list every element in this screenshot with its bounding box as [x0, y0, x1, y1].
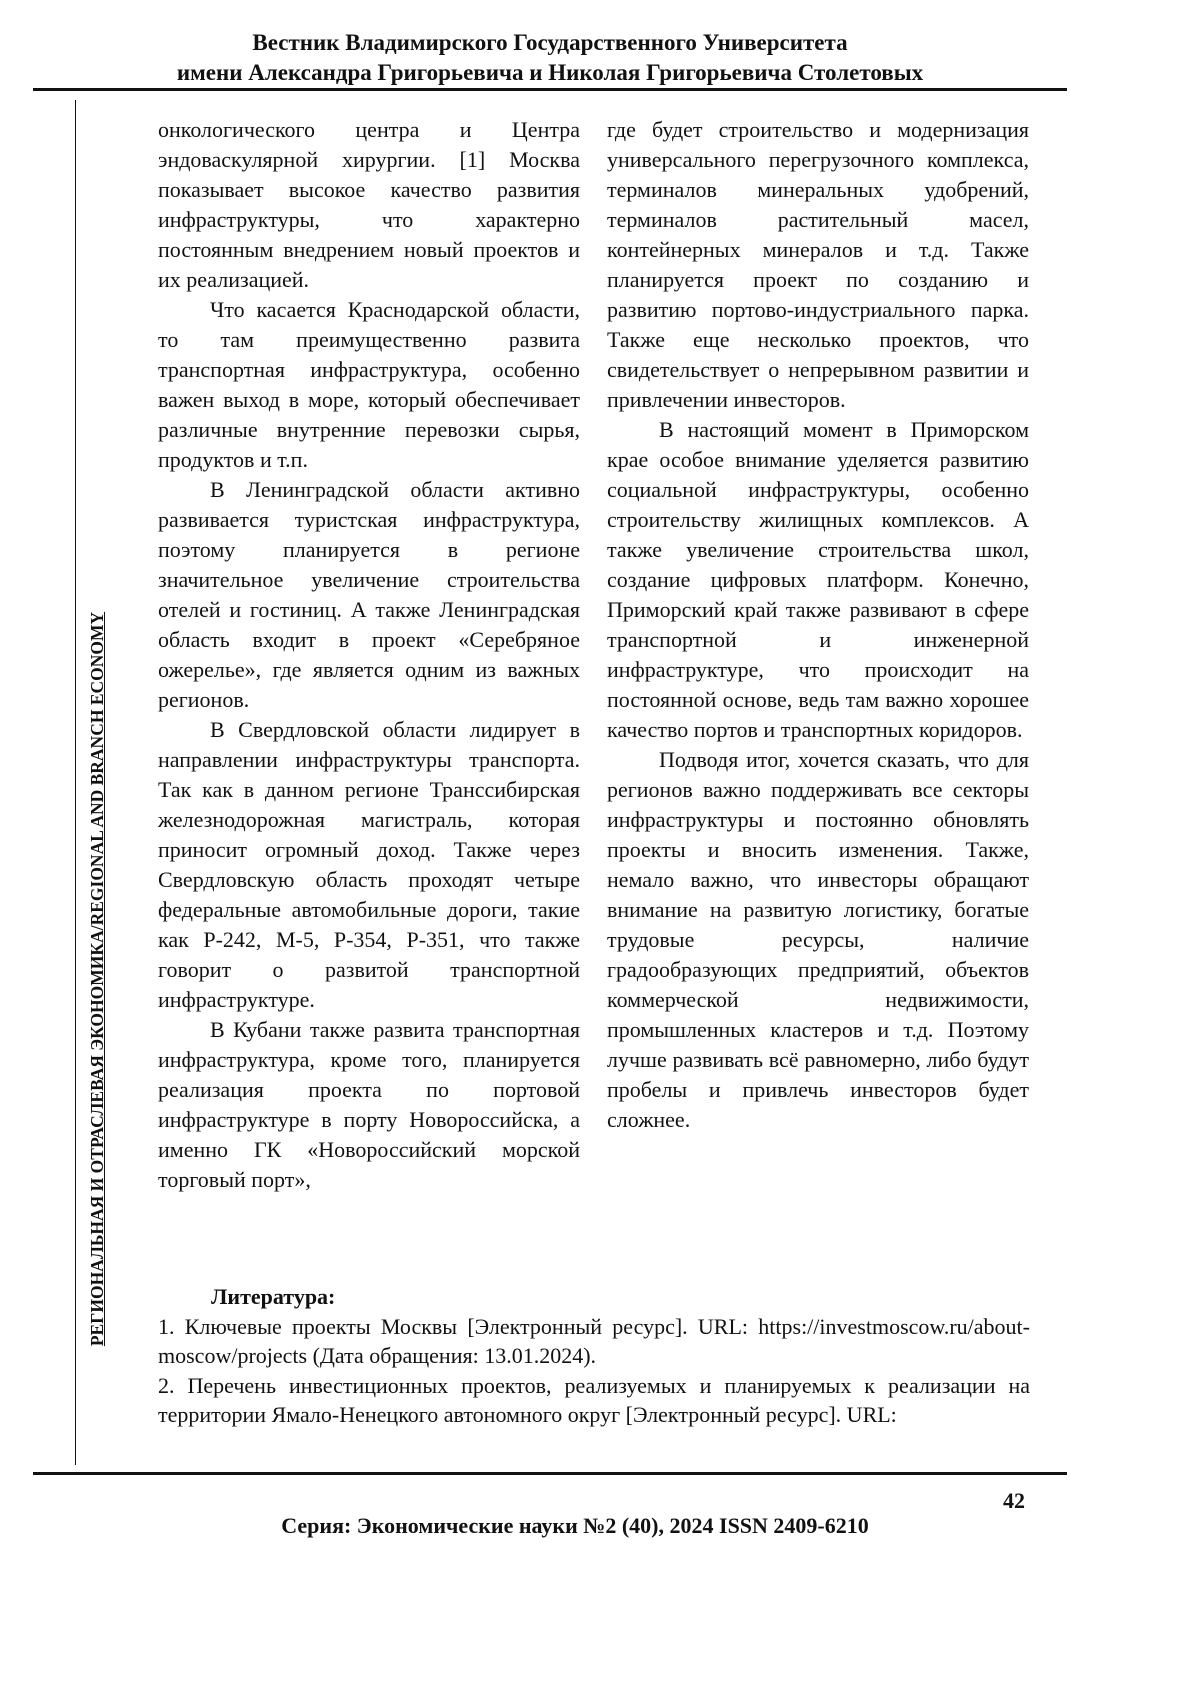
paragraph: Подводя итог, хочется сказать, что для регионов важно поддерживать все секторы инфраструктуры и постоянно обновлять проекты и вносить изменения. Также, немало важно, что инвесторы обращают внимание на развитую логистику, богатые трудовые ресурсы, наличие градообразующих предприятий, объектов коммерческой недвижимости, промышленных кластеров и т.д. Поэтому лучше развивать всё равномерно, либо будут пробелы и привлечь инвесторов будет сложнее.: [607, 747, 1029, 1132]
reference-item: 1. Ключевые проекты Москвы [Электронный ресурс]. URL: https://investmoscow.ru/about-moscow/projects (Дата обращения: 13.01.2024).: [158, 1313, 1030, 1368]
section-side-title: РЕГИОНАЛЬНАЯ И ОТРАСЛЕВАЯ ЭКОНОМИКА/REGIONAL AND BRANCH ECONOMY: [87, 611, 107, 1347]
paragraph: В Ленинградской области активно развивается туристская инфраструктура, поэтому планируется в регионе значительное увеличение строительства отелей и гостиниц. А также Ленинградская область входит в проект «Серебряное ожерелье», где является одним из важных регионов.: [158, 477, 580, 712]
journal-title-line1: Вестник Владимирского Государственного Университета: [252, 30, 848, 55]
header-rule: [33, 88, 1067, 91]
paragraph: где будет строительство и модернизация универсального перегрузочного комплекса, терминалов минеральных удобрений, терминалов растительный масел, контейнерных минералов и т.д. Также планируется проект по созданию и развитию портово-индустриального парка. Также еще несколько проектов, что свидетельствует о непрерывном развитии и привлечении инвесторов.: [607, 117, 1029, 412]
series-footer: Серия: Экономические науки №2 (40), 2024 ISSN 2409-6210: [281, 1513, 869, 1538]
reference-item: 2. Перечень инвестиционных проектов, реализуемых и планируемых к реализации на территории Ямало-Ненецкого автономного округ [Электронный ресурс]. URL:: [158, 1372, 1030, 1427]
journal-title-line2: имени Александра Григорьевича и Николая Григорьевича Столетовых: [176, 60, 924, 85]
paragraph: В настоящий момент в Приморском крае особое внимание уделяется развитию социальной инфраструктуры, особенно строительству жилищных комплексов. А также увеличение строительства школ, создание цифровых платформ. Конечно, Приморский край также развивают в сфере транспортной и инженерной инфраструктуре, что происходит на постоянной основе, ведь там важно хорошее качество портов и транспортных коридоров.: [607, 417, 1029, 742]
paragraph: В Свердловской области лидирует в направлении инфраструктуры транспорта. Так как в данном регионе Транссибирская железнодорожная магистраль, которая приносит огромный доход. Также через Свердловскую область проходят четыре федеральные автомобильные дороги, такие как Р-242, М-5, Р-354, Р-351, что также говорит о развитой транспортной инфраструктуре.: [158, 717, 580, 1012]
paragraph: Что касается Краснодарской области, то там преимущественно развита транспортная инфраструктура, особенно важен выход в море, который обеспечивает различные внутренние перевозки сырья, продуктов и т.п.: [158, 297, 580, 472]
footer-rule: [33, 1472, 1067, 1475]
page-number: 42: [1003, 1488, 1025, 1513]
margin-vertical-rule: [75, 100, 76, 1465]
left-column: [158, 115, 580, 1195]
references-section: [158, 1282, 1030, 1430]
references-title: Литература:: [211, 1284, 336, 1309]
paragraph: В Кубани также развита транспортная инфраструктура, кроме того, планируется реализация проекта по портовой инфраструктуре в порту Новороссийска, а именно ГК «Новороссийский морской торговый порт»,: [158, 1017, 580, 1192]
paragraph: онкологического центра и Центра эндоваскулярной хирургии. [1] Москва показывает высокое качество развития инфраструктуры, что характерно постоянным внедрением новый проектов и их реализацией.: [158, 117, 580, 292]
right-column: [607, 115, 1029, 1135]
journal-header: [0, 28, 1100, 88]
